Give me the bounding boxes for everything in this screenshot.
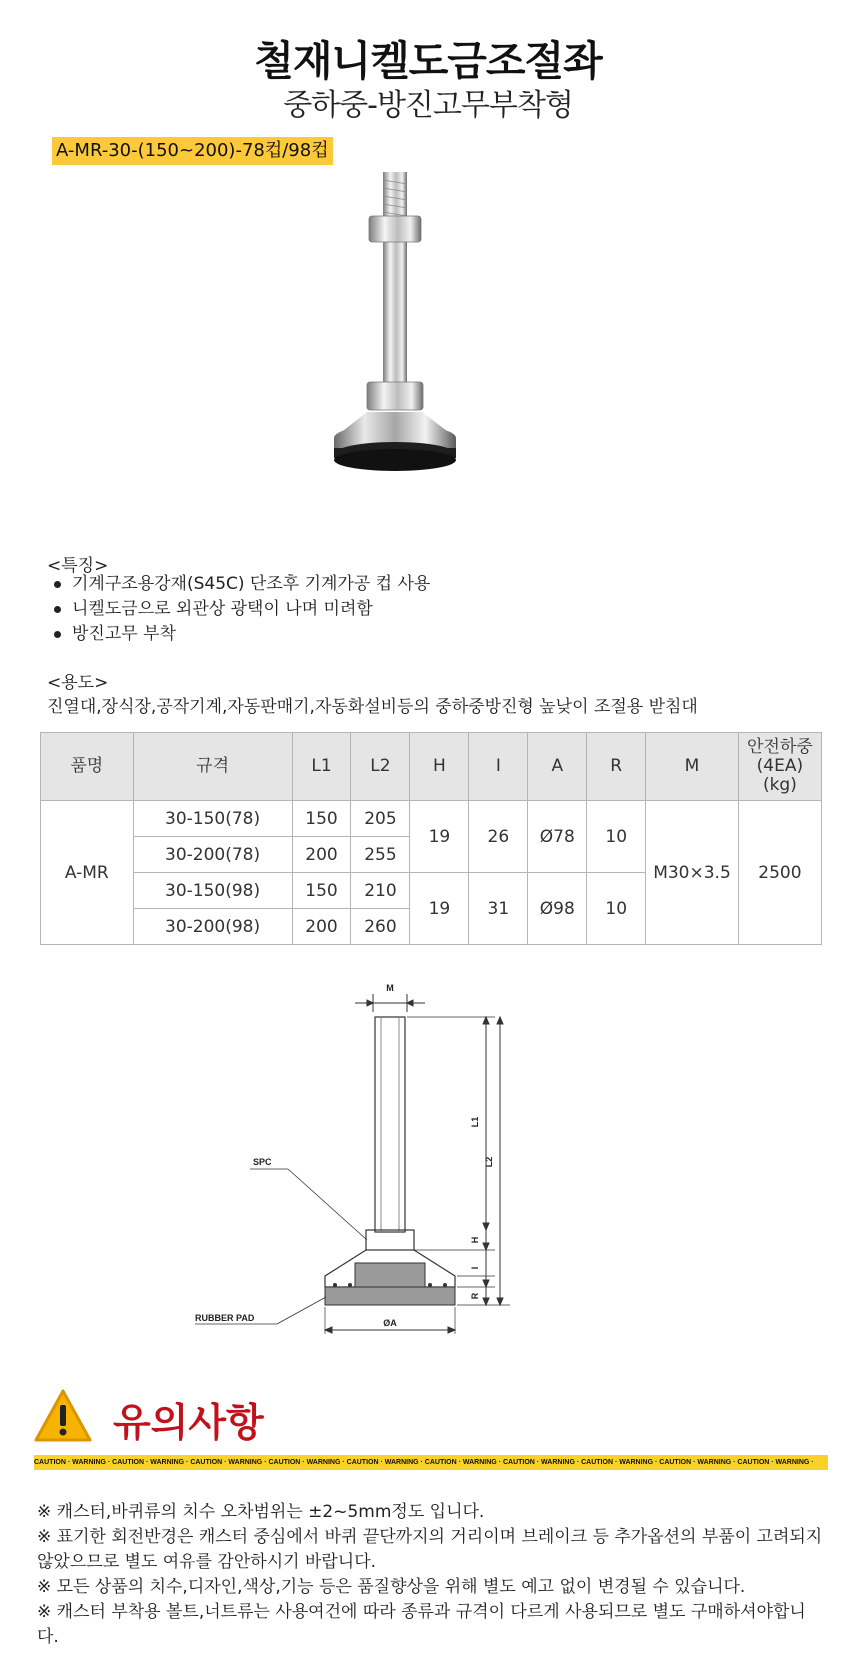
warning-triangle-icon [33, 1388, 93, 1444]
caution-title: 유의사항 [113, 1401, 264, 1446]
feature-item: 방진고무 부착 [52, 622, 430, 647]
cell-spec: 30-200(78) [133, 837, 292, 873]
feature-item: 기계구조용강재(S45C) 단조후 기계가공 컵 사용 [52, 572, 430, 597]
product-image [160, 150, 680, 540]
cell-spec: 30-150(98) [133, 873, 292, 909]
cell-l2: 255 [351, 837, 410, 873]
dimension-drawing [195, 972, 575, 1342]
cell-name: A-MR [41, 801, 134, 945]
cell-h: 19 [410, 873, 469, 945]
cell-load: 2500 [738, 801, 821, 945]
cell-h: 19 [410, 801, 469, 873]
cell-l2: 210 [351, 873, 410, 909]
cell-r: 10 [587, 873, 646, 945]
cell-l1: 150 [292, 873, 351, 909]
caution-tape-text: CAUTION · WARNING · CAUTION · WARNING · CAUTION · WARNING · CAUTION · WARNING · CAUTION · WARNING · CAUTION · WARNING · CAUTION · WARNING · CAUTION · WARNING · CAUTION · WARNING · CAUTION · WARNING · [34, 1459, 814, 1466]
label-m: M [386, 983, 394, 993]
header-load-line: (4EA) [756, 756, 804, 776]
header-r: R [587, 733, 646, 801]
model-tag: A-MR-30-(150~200)-78컵/98컵 [52, 137, 333, 165]
header-l1: L1 [292, 733, 351, 801]
page-subtitle: 중하중-방진고무부착형 [283, 88, 573, 123]
cell-a: Ø78 [528, 801, 587, 873]
label-i: I [470, 1266, 480, 1270]
cell-spec: 30-200(98) [133, 909, 292, 945]
caution-note: ※ 캐스터,바퀴류의 치수 오차범위는 ±2~5mm정도 입니다. [37, 1502, 485, 1522]
label-l1: L1 [470, 1116, 480, 1128]
header-load [738, 733, 821, 801]
label-l2: L2 [484, 1156, 494, 1168]
table-header-row [41, 733, 822, 801]
header-load-line: 안전하중 [747, 737, 813, 757]
spec-table [40, 732, 822, 945]
cell-l2: 260 [351, 909, 410, 945]
header-i: I [469, 733, 528, 801]
cell-spec: 30-150(78) [133, 801, 292, 837]
label-a: ØA [383, 1318, 397, 1328]
label-spc: SPC [253, 1157, 272, 1167]
header-a: A [528, 733, 587, 801]
caution-note: ※ 모든 상품의 치수,디자인,색상,기능 등은 품질향상을 위해 별도 예고 없이 변경될 수 있습니다. [37, 1577, 746, 1597]
caution-tape [34, 1455, 828, 1470]
cell-l1: 150 [292, 801, 351, 837]
header-m: M [646, 733, 739, 801]
label-r: R [470, 1292, 480, 1300]
usage-text: 진열대,장식장,공작기계,자동판매기,자동화설비등의 중하중방진형 높낮이 조절용 받침대 [47, 697, 698, 717]
feature-item: 니켈도금으로 외관상 광택이 나며 미려함 [52, 597, 430, 622]
caution-notes [37, 1500, 827, 1650]
cell-l2: 205 [351, 801, 410, 837]
features-heading: <특징> [47, 556, 109, 576]
cell-l1: 200 [292, 909, 351, 945]
header-load-line: (kg) [762, 775, 797, 795]
cell-m: M30×3.5 [646, 801, 739, 945]
label-h: H [470, 1236, 480, 1244]
cell-i: 26 [469, 801, 528, 873]
label-rubber-pad: RUBBER PAD [195, 1313, 255, 1323]
header-l2: L2 [351, 733, 410, 801]
leveling-foot-photo [334, 172, 456, 471]
cell-r: 10 [587, 801, 646, 873]
header-spec: 규격 [133, 733, 292, 801]
caution-note: ※ 표기한 회전반경은 캐스터 중심에서 바퀴 끝단까지의 거리이며 브레이크 등 추가옵션의 부품이 고려되지 않았으므로 별도 여유를 감안하시기 바랍니다. [37, 1527, 823, 1572]
header-name: 품명 [41, 733, 134, 801]
cell-i: 31 [469, 873, 528, 945]
cell-l1: 200 [292, 837, 351, 873]
caution-note: ※ 캐스터 부착용 볼트,너트류는 사용여건에 따라 종류과 규격이 다르게 사용되므로 별도 구매하셔야합니다. [37, 1602, 806, 1647]
header-h: H [410, 733, 469, 801]
table-row [41, 801, 822, 837]
page-title: 철재니켈도금조절좌 [254, 37, 602, 85]
usage-heading: <용도> [47, 673, 109, 693]
cell-a: Ø98 [528, 873, 587, 945]
features-list [52, 572, 430, 647]
